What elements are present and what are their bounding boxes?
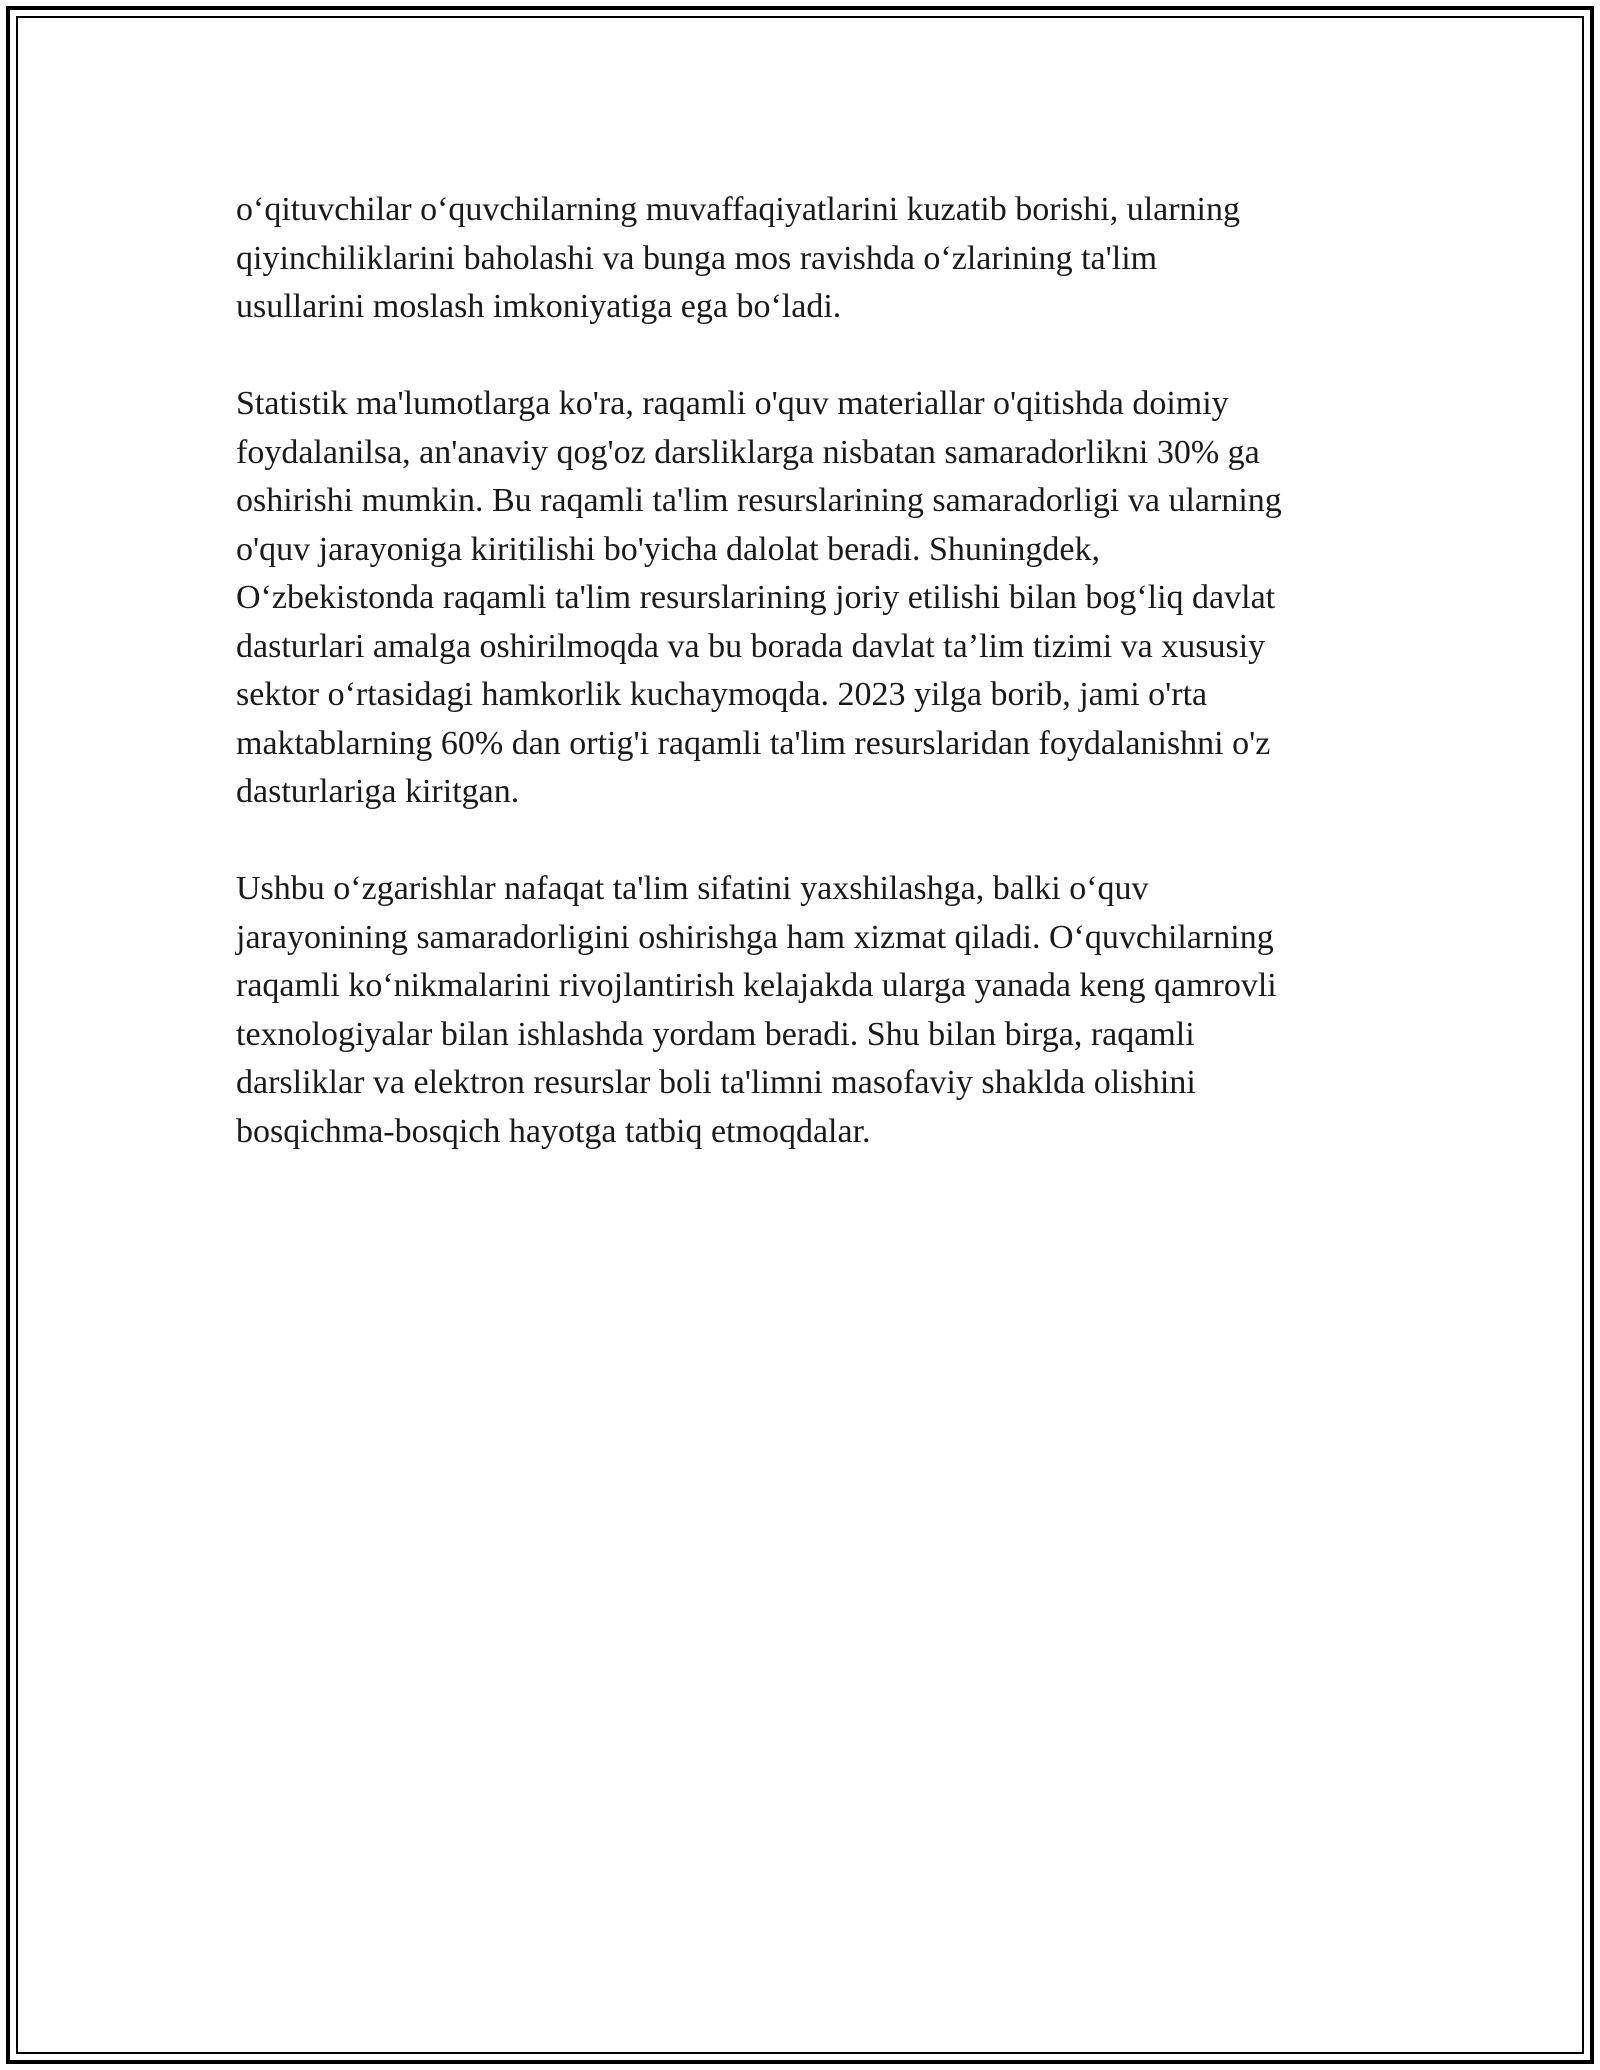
paragraph-1: o‘qituvchilar o‘quvchilarning muvaffaqiyatlarini kuzatib borishi, ularning qiyinchiliklarini baholashi va bunga mos ravishda o‘zlarining ta'lim usullarini moslash imkoniyatiga ega bo‘ladi. — [236, 191, 1240, 325]
paragraph-3: Ushbu o‘zgarishlar nafaqat ta'lim sifatini yaxshilashga, balki o‘quv jarayonining samaradorligini oshirishga ham xizmat qiladi. O‘quvchilarning raqamli ko‘nikmalarini rivojlantirish kelajakda ularga yanada keng qamrovli texnologiyalar bilan ishlashda yordam beradi. Shu bilan birga, raqamli darsliklar va elektron resurslar boli ta'limni masofaviy shaklda olishini bosqichma-bosqich hayotga tatbiq etmoqdalar. — [236, 870, 1277, 1150]
paragraph-2: Statistik ma'lumotlarga ko'ra, raqamli o'quv materiallar o'qitishda doimiy foydalanilsa, an'anaviy qog'oz darsliklarga nisbatan samaradorlikni 30% ga oshirishi mumkin. Bu raqamli ta'lim resurslarining samaradorligi va ularning o'quv jarayoniga kiritilishi bo'yicha dalolat beradi. Shuningdek, O‘zbekistonda raqamli ta'lim resurslarining joriy etilishi bilan bog‘liq davlat dasturlari amalga oshirilmoqda va bu borada davlat ta’lim tizimi va xususiy sektor o‘rtasidagi hamkorlik kuchaymoqda. 2023 yilga borib, jami o'rta maktablarning 60% dan ortig'i raqamli ta'lim resurslaridan foydalanishni o'z dasturlariga kiritgan. — [236, 385, 1282, 810]
document-body — [236, 186, 1396, 1205]
